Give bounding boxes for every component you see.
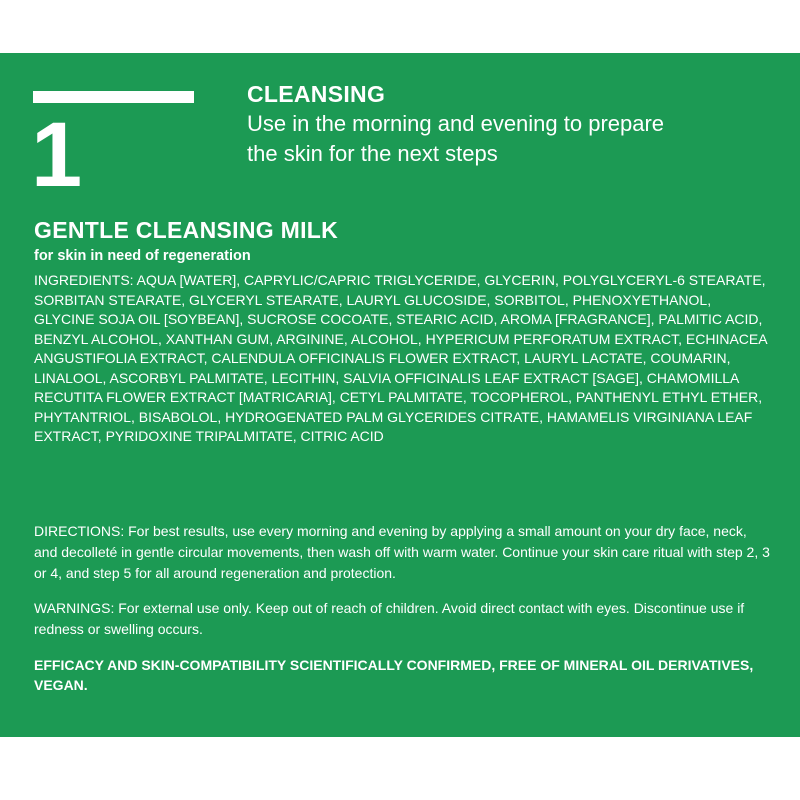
directions-text: DIRECTIONS: For best results, use every morning and evening by applying a small amount on your dry face, neck, and decolleté in gentle circular movements, then wash off with warm water. Continue your skin care ritual with step 2, 3 or 4, and step 5 for all around regeneration and protection. <box>34 523 770 581</box>
step-description: Use in the morning and evening to prepare the skin for the next steps <box>247 111 665 166</box>
product-name: GENTLE CLEANSING MILK <box>34 217 339 243</box>
step-divider-bar <box>33 91 194 103</box>
product-info-panel <box>0 53 800 737</box>
step-heading <box>247 80 667 169</box>
step-title: CLEANSING <box>247 81 386 107</box>
step-number: 1 <box>31 104 83 206</box>
warnings-text: WARNINGS: For external use only. Keep out of reach of children. Avoid direct contact with eyes. Discontinue use if redness or swelling occurs. <box>34 600 745 637</box>
efficacy-claim: EFFICACY AND SKIN-COMPATIBILITY SCIENTIFICALLY CONFIRMED, FREE OF MINERAL OIL DERIVATIVES, VEGAN. <box>34 657 754 693</box>
product-subtitle: for skin in need of regeneration <box>34 248 251 264</box>
ingredients-list: INGREDIENTS: AQUA [WATER], CAPRYLIC/CAPRIC TRIGLYCERIDE, GLYCERIN, POLYGLYCERYL-6 STEARATE, SORBITAN STEARATE, GLYCERYL STEARATE, LAURYL GLUCOSIDE, SORBITOL, PHENOXYETHANOL, GLYCINE SOJA OIL [SOYBEAN], SUCROSE COCOATE, STEARIC ACID, AROMA [FRAGRANCE], PALMITIC ACID, BENZYL ALCOHOL, XANTHAN GUM, ARGININE, ALCOHOL, HYPERICUM PERFORATUM EXTRACT, ECHINACEA ANGUSTIFOLIA EXTRACT, CALENDULA OFFICINALIS FLOWER EXTRACT, LAURYL LACTATE, COUMARIN, LINALOOL, ASCORBYL PALMITATE, LECITHIN, SALVIA OFFICINALIS LEAF EXTRACT [SAGE], CHAMOMILLA RECUTITA FLOWER EXTRACT [MATRICARIA], CETYL PALMITATE, TOCOPHEROL, PANTHENYL ETHYL ETHER, PHYTANTRIOL, BISABOLOL, HYDROGENATED PALM GLYCERIDES CITRATE, HAMAMELIS VIRGINIANA LEAF EXTRACT, PYRIDOXINE TRIPALMITATE, CITRIC ACID <box>34 272 767 444</box>
product-section <box>34 216 774 447</box>
